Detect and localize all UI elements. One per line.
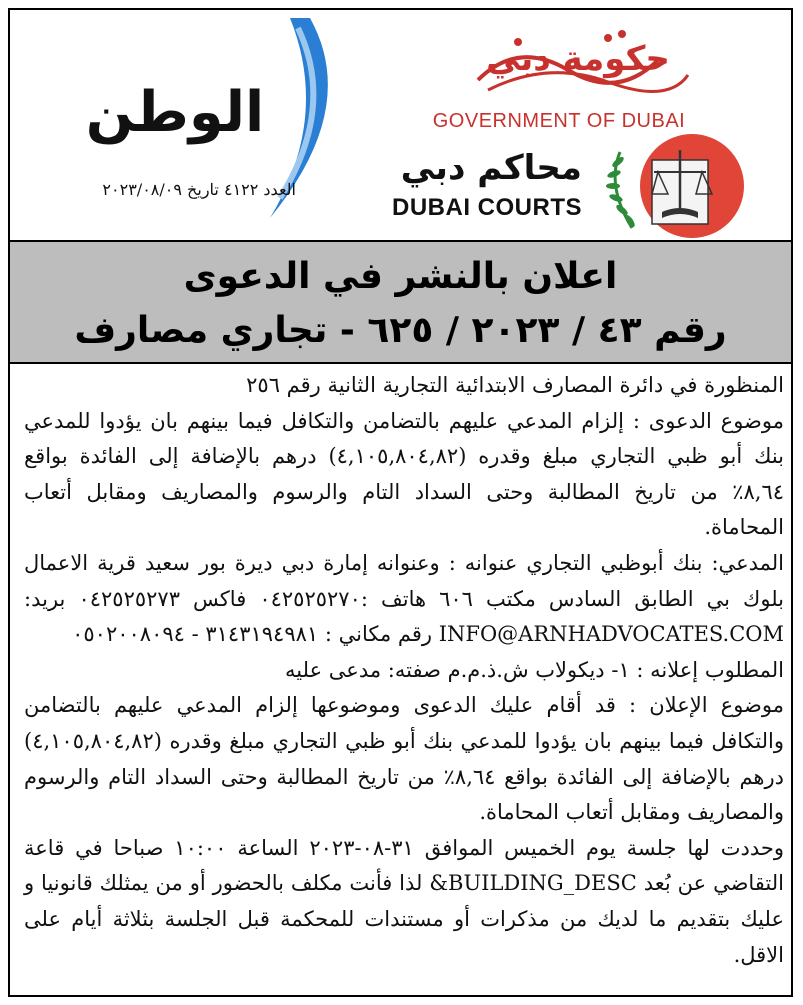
case-subject-paragraph: موضوع الدعوى : إلزام المدعي عليهم بالتضامن والتكافل فيما بينهم بان يؤدوا للمدعي بنك أبو ظبي التجاري مبلغ وقدره (٤,١٠٥,٨٠٤,٨٢) درهم بالإضافة إلى الفائدة بواقع ٨,٦٤٪ من تاريخ المطالبة وحتى السداد التام والرسوم والمصاريف ومقابل أتعاب المحاماة. <box>24 408 784 540</box>
alwatan-logo: الوطن <box>85 80 265 145</box>
issue-date-line: العدد ٤١٢٢ تاريخ ٢٠٢٣/٠٨/٠٩ <box>102 180 296 199</box>
advertisement-frame <box>8 8 793 997</box>
plaintiff-paragraph: المدعي: بنك أبوظبي التجاري عنوانه : وعنوانه إمارة دبي ديرة بور سعيد قرية الاعمال بلوك بي الطابق السادس مكتب ٦٠٦ هاتف :٠٤٢٥٢٥٢٧٠ فاكس ٠٤٢٥٢٥٢٧٣ بريد: INFO@ARNHADVOCATES.COM رقم مكاني : ٣١٤٣١٩٤٩٨١ - ٠٥٠٢٠٠٨٠٩٤ <box>24 550 784 647</box>
notice-subject-paragraph: موضوع الإعلان : قد أقام عليك الدعوى وموضوعها إلزام المدعي عليهم بالتضامن والتكافل فيما بينهم بان يؤدوا للمدعي بنك أبو ظبي التجاري مبلغ وقدره (٤,١٠٥,٨٠٤,٨٢) درهم بالإضافة إلى الفائدة بواقع ٨,٦٤٪ من تاريخ المطالبة وحتى السداد التام والرسوم والمصاريف ومقابل أتعاب المحاماة. <box>24 693 784 825</box>
announcement-body <box>24 368 784 973</box>
case-number: رقم ٤٣ / ٢٠٢٣ / ٦٢٥ - تجاري مصارف <box>74 310 727 351</box>
dubai-courts-english: DUBAI COURTS <box>392 194 582 221</box>
gov-logo-arabic: حكومة دبي <box>486 39 670 79</box>
dubai-courts-emblem <box>592 132 782 240</box>
title-banner <box>10 240 791 364</box>
header <box>10 10 791 238</box>
government-of-dubai-title: GOVERNMENT OF DUBAI <box>432 110 686 132</box>
government-of-dubai-logo <box>458 20 698 100</box>
dubai-courts-arabic: محاكم دبي <box>400 148 582 188</box>
announcement-title: اعلان بالنشر في الدعوى <box>183 256 618 297</box>
defendant-paragraph: المطلوب إعلانه : ١- ديكولاب ش.ذ.م.م صفته: مدعى عليه <box>285 657 784 682</box>
hearing-paragraph: وحددت لها جلسة يوم الخميس الموافق ٣١-٠٨-٢٠٢٣ الساعة ١٠:٠٠ صباحا في قاعة التقاضي عن بُعد BUILDING_DESC& لذا فأنت مكلف بالحضور أو من يمثلك قانونيا و عليك بتقديم ما لديك من مذكرات أو مستندات للمحكمة قبل الجلسة بثلاثة أيام على الاقل. <box>24 835 784 967</box>
court-circuit-paragraph: المنظورة في دائرة المصارف الابتدائية التجارية الثانية رقم ٢٥٦ <box>246 373 784 397</box>
